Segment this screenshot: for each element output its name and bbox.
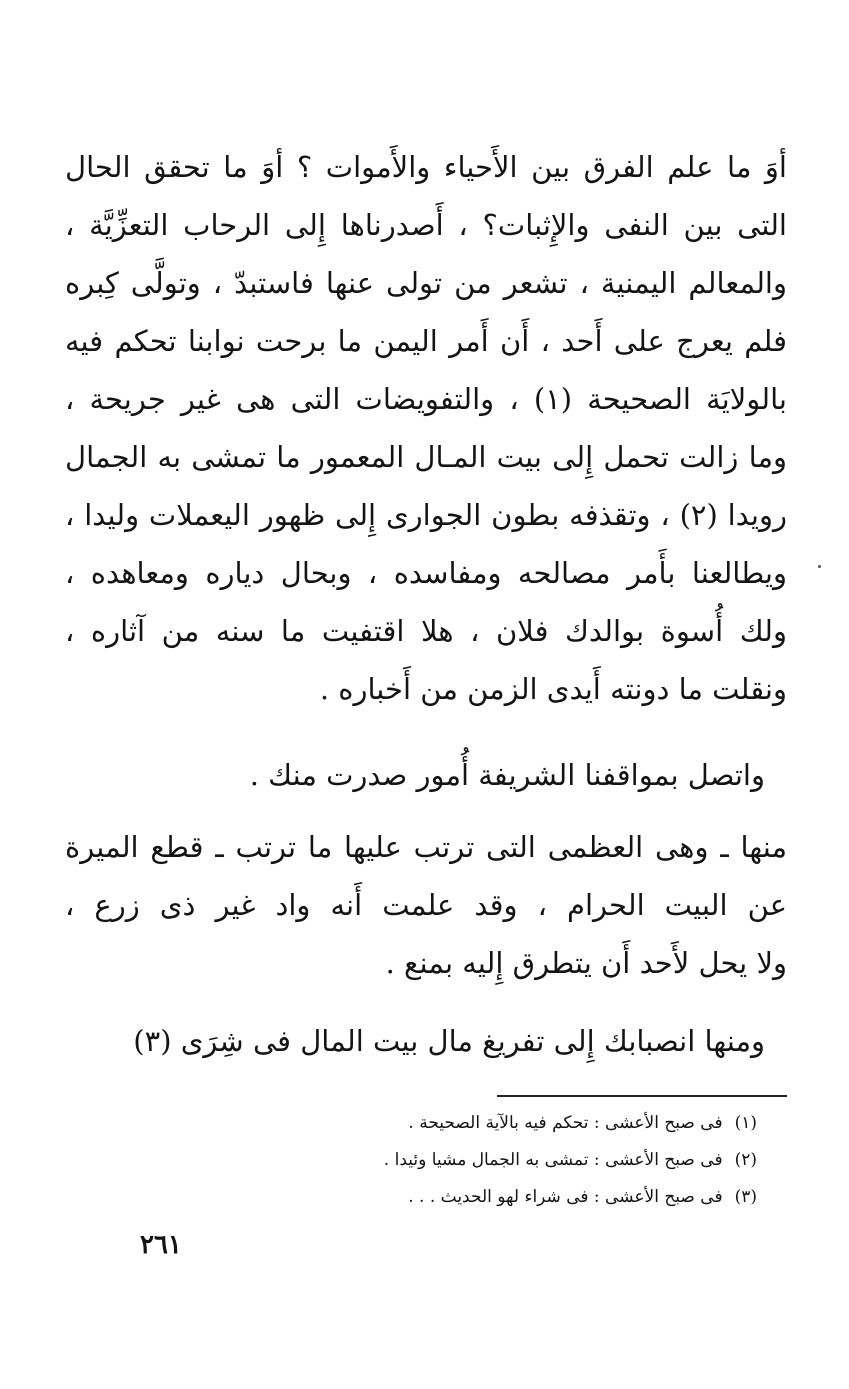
footnote-1 [157,1108,757,1138]
text-line: بالولايَة الصحيحة (١) ، والتفويضات التى هى غير جريحة ، [65,382,787,416]
footnote-3 [157,1182,757,1212]
text-line: ولا يحل لأَحد أَن يتطرق إِليه بمنع . [385,946,787,980]
page-number: ٢٦١ [140,1230,182,1260]
scan-speck [818,565,821,568]
text-line: رويدا (٢) ، وتقذفه بطون الجوارى إِلى ظهور اليعملات وليدا ، [65,498,787,532]
text-line: منها ـ وهى العظمى التى ترتب عليها ما ترتب ـ قطع الميرة [65,830,787,864]
text-line: التى بين النفى والإِثبات؟ ، أَصدرناها إِلى الرحاب التعزِّيَّة ، [65,208,787,242]
paragraph-1 [65,138,787,718]
text-line: والمعالم اليمنية ، تشعر من تولى عنها فاستبدّ ، وتولَّى كِبره [65,266,787,300]
paragraph-2: واتصل بمواقفنا الشريفة أُمور صدرت منك . [249,758,765,792]
footnote-text: فى صبح الأعشى : فى شراء لهو الحديث . . . [408,1187,723,1207]
footnote-text: فى صبح الأعشى : تمشى به الجمال مشيا وئيدا . [383,1150,723,1170]
footnote-text: فى صبح الأعشى : تحكم فيه بالآية الصحيحة . [408,1113,723,1133]
footnote-2 [157,1145,757,1175]
footnote-number: (١) [734,1113,757,1133]
paragraph-4: ومنها انصبابك إِلى تفريغ مال بيت المال فى شِرَى (٣) [133,1024,765,1058]
text-line: ويطالعنا بأَمر مصالحه ومفاسده ، وبحال دياره ومعاهده ، [65,556,787,590]
paragraph-3 [65,818,787,992]
text-line: ولك أُسوة بوالدك فلان ، هلا اقتفيت ما سنه من آثاره ، [65,614,787,648]
text-line: ونقلت ما دونته أَيدى الزمن من أَخباره . [319,672,787,706]
text-line: أوَ ما علم الفرق بين الأَحياء والأَموات ؟ أوَ ما تحقق الحال [65,150,787,184]
text-line: فلم يعرج على أَحد ، أَن أَمر اليمن ما برحت نوابنا تحكم فيه [65,324,787,358]
footnote-number: (٣) [734,1187,757,1207]
text-line: وما زالت تحمل إِلى بيت المـال المعمور ما تمشى به الجمال [65,440,787,474]
footnote-number: (٢) [734,1150,757,1170]
footnote-separator [497,1095,787,1097]
text-line: عن البيت الحرام ، وقد علمت أَنه واد غير ذى زرع ، [65,888,787,922]
